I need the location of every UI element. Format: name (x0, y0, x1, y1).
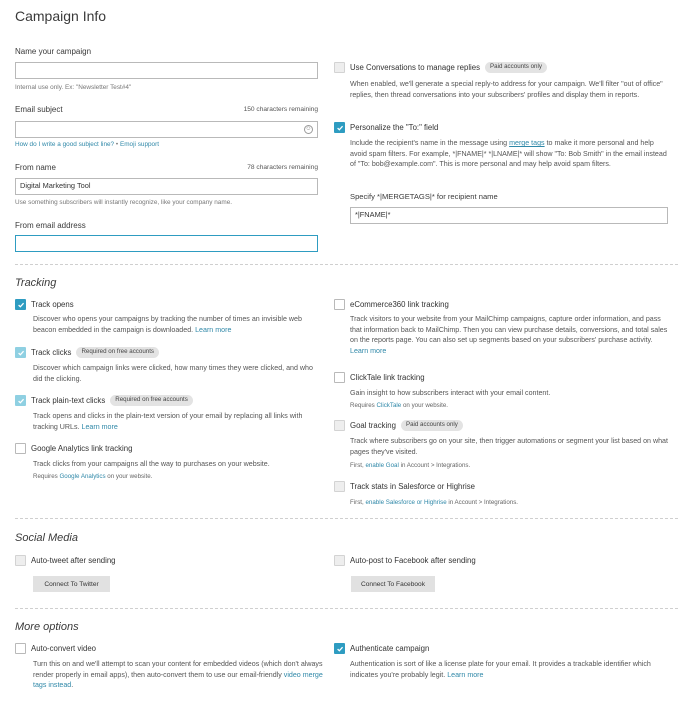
ecommerce360-checkbox[interactable] (334, 299, 345, 310)
req-text-2: on your website. (401, 402, 449, 409)
track-clicks-label: Track clicks (31, 348, 72, 357)
more-options-heading: More options (15, 621, 79, 633)
req-text-2: on your website. (105, 473, 153, 480)
clicktale-label: ClickTale link tracking (350, 373, 425, 382)
divider (15, 518, 678, 519)
authenticate-campaign-desc (350, 659, 668, 680)
auto-facebook-option[interactable] (334, 555, 476, 566)
paid-badge: Paid accounts only (401, 420, 463, 431)
link-separator: • (115, 141, 119, 148)
from-name-label: From name (15, 163, 56, 172)
auto-facebook-checkbox[interactable] (334, 555, 345, 566)
paid-badge: Paid accounts only (485, 62, 547, 73)
goal-tracking-desc: Track where subscribers go on your site, then trigger automations or segment your list based on what pages they've visited. (350, 437, 668, 456)
enable-goal-link[interactable]: enable Goal (365, 462, 399, 469)
track-opens-checkbox[interactable] (15, 299, 26, 310)
auto-tweet-label: Auto-tweet after sending (31, 556, 116, 565)
track-plaintext-option[interactable] (15, 395, 193, 406)
track-opens-desc (33, 314, 323, 335)
google-analytics-label: Google Analytics link tracking (31, 444, 133, 453)
ecommerce360-desc-text: Track visitors to your website from your MailChimp campaigns, capture order information, and pass that information back to MailChimp. Then you can view purchase details, conversions, and total sales on the reports page. You can also set up segments based on your subscribers' purchase activity. (350, 315, 668, 345)
goal-tracking-option[interactable] (334, 420, 463, 431)
personalize-label: Personalize the "To:" field (350, 123, 439, 132)
req-text: First, (350, 499, 366, 506)
req-text: First, (350, 462, 366, 469)
page-title: Campaign Info (15, 8, 107, 24)
ecommerce360-option[interactable] (334, 299, 449, 310)
salesforce-requirement (350, 498, 518, 507)
emoji-icon[interactable]: ☺ (305, 126, 312, 133)
ecommerce360-desc (350, 314, 668, 357)
divider (15, 264, 678, 265)
salesforce-checkbox[interactable] (334, 481, 345, 492)
authenticate-campaign-label: Authenticate campaign (350, 644, 430, 653)
subject-help-links (15, 140, 159, 149)
salesforce-option[interactable] (334, 481, 475, 492)
auto-facebook-label: Auto-post to Facebook after sending (350, 556, 476, 565)
track-opens-desc-text: Discover who opens your campaigns by tracking the number of times an invisible web beacon embedded in the campaign is downloaded. (33, 315, 302, 334)
authenticate-campaign-checkbox[interactable] (334, 643, 345, 654)
auto-tweet-checkbox[interactable] (15, 555, 26, 566)
authenticate-learn-more[interactable]: Learn more (447, 670, 484, 679)
authenticate-campaign-option[interactable] (334, 643, 429, 654)
from-email-input[interactable] (15, 235, 318, 252)
tracking-heading: Tracking (15, 277, 57, 289)
subject-tips-link[interactable]: How do I write a good subject line? (15, 141, 115, 148)
google-analytics-link[interactable]: Google Analytics (59, 473, 106, 480)
email-subject-input[interactable] (15, 121, 318, 138)
req-text-2: in Account > Integrations. (398, 462, 471, 469)
connect-facebook-button[interactable]: Connect To Facebook (351, 576, 435, 592)
conversations-label: Use Conversations to manage replies (350, 63, 481, 72)
track-plaintext-desc (33, 411, 323, 432)
auto-convert-video-desc-text: Turn this on and we'll attempt to scan your content for embedded videos (which don't always render properly in email apps), then auto-convert them to use our email-friendly (33, 660, 323, 679)
ecommerce360-learn-more[interactable]: Learn more (350, 346, 387, 355)
google-analytics-requirement (33, 472, 152, 481)
google-analytics-desc: Track clicks from your campaigns all the way to purchases on your website. (33, 460, 270, 468)
emoji-support-link[interactable]: Emoji support (119, 141, 160, 148)
clicktale-link[interactable]: ClickTale (376, 402, 402, 409)
video-merge-tags-link[interactable]: video merge tags instead (33, 670, 323, 690)
track-plaintext-desc-text: Track opens and clicks in the plain-text version of your email by replacing all links with tracking URLs. (33, 412, 303, 431)
from-email-label: From email address (15, 221, 86, 230)
goal-tracking-checkbox[interactable] (334, 420, 345, 431)
personalize-option[interactable] (334, 122, 438, 133)
auto-tweet-option[interactable] (15, 555, 116, 566)
personalize-desc (350, 138, 668, 170)
specify-mergetags-label: Specify *|MERGETAGS|* for recipient name (350, 192, 498, 201)
campaign-name-input[interactable] (15, 62, 318, 79)
auto-convert-video-option[interactable] (15, 643, 96, 654)
subject-char-count: 150 characters remaining (243, 106, 318, 113)
req-text-2: in Account > Integrations. (446, 499, 519, 506)
google-analytics-option[interactable] (15, 443, 132, 454)
email-subject-label: Email subject (15, 105, 63, 114)
track-clicks-option[interactable] (15, 347, 159, 358)
divider (15, 608, 678, 609)
track-plaintext-label: Track plain-text clicks (31, 396, 106, 405)
clicktale-desc: Gain insight to how subscribers interact with your email content. (350, 389, 551, 397)
clicktale-option[interactable] (334, 372, 425, 383)
clicktale-requirement (350, 401, 448, 410)
track-clicks-checkbox[interactable] (15, 347, 26, 358)
conversations-desc: When enabled, we'll generate a special reply-to address for your campaign. We'll filter "out of office" replies, then thread conversations into your subscribers' profiles and display them in reports. (350, 80, 663, 99)
track-plaintext-learn-more[interactable]: Learn more (81, 422, 118, 431)
google-analytics-checkbox[interactable] (15, 443, 26, 454)
track-opens-learn-more[interactable]: Learn more (195, 325, 232, 334)
track-clicks-desc: Discover which campaign links were clicked, how many times they were clicked, and who did the clicking. (33, 364, 313, 383)
salesforce-label: Track stats in Salesforce or Highrise (350, 482, 475, 491)
merge-tags-link[interactable]: merge tags (509, 139, 545, 147)
auto-convert-video-label: Auto-convert video (31, 644, 97, 653)
clicktale-checkbox[interactable] (334, 372, 345, 383)
campaign-name-label: Name your campaign (15, 47, 92, 56)
auto-convert-video-checkbox[interactable] (15, 643, 26, 654)
required-badge: Required on free accounts (110, 395, 193, 406)
goal-tracking-requirement (350, 461, 470, 470)
personalize-desc-text-2: to make it more personal and help avoid spam filters. For example, *|FNAME|* *|LNAME|* will show "To: Bob Smith" in the email instead of "To: bob@example.com". This is more personal and may help avoid spam filters. (350, 139, 667, 169)
enable-salesforce-link[interactable]: enable Salesforce or Highrise (365, 499, 447, 506)
auto-convert-video-desc-end: . (71, 681, 74, 690)
from-name-char-count: 78 characters remaining (247, 164, 318, 171)
personalize-desc-text: Include the recipient's name in the message using (350, 139, 510, 147)
goal-tracking-label: Goal tracking (350, 421, 396, 430)
req-text: Requires (33, 473, 60, 480)
connect-twitter-button[interactable]: Connect To Twitter (33, 576, 110, 592)
req-text: Requires (350, 402, 377, 409)
track-opens-option[interactable] (15, 299, 74, 310)
campaign-name-help: Internal use only. Ex: "Newsletter Test#4" (15, 84, 132, 91)
personalize-checkbox[interactable] (334, 122, 345, 133)
auto-convert-video-desc (33, 659, 323, 691)
authenticate-campaign-desc-text: Authentication is sort of like a license plate for your email. It provides a trackable identifier which indicates you're probably legit. (350, 660, 651, 679)
required-badge: Required on free accounts (76, 347, 159, 358)
track-opens-label: Track opens (31, 300, 74, 309)
conversations-checkbox[interactable] (334, 62, 345, 73)
from-name-input[interactable]: Digital Marketing Tool (15, 178, 318, 195)
conversations-option[interactable] (334, 62, 547, 73)
social-media-heading: Social Media (15, 532, 78, 544)
track-plaintext-checkbox[interactable] (15, 395, 26, 406)
recipient-mergetag-input[interactable]: *|FNAME|* (350, 207, 668, 224)
from-name-help: Use something subscribers will instantly recognize, like your company name. (15, 199, 233, 206)
ecommerce360-label: eCommerce360 link tracking (350, 300, 449, 309)
